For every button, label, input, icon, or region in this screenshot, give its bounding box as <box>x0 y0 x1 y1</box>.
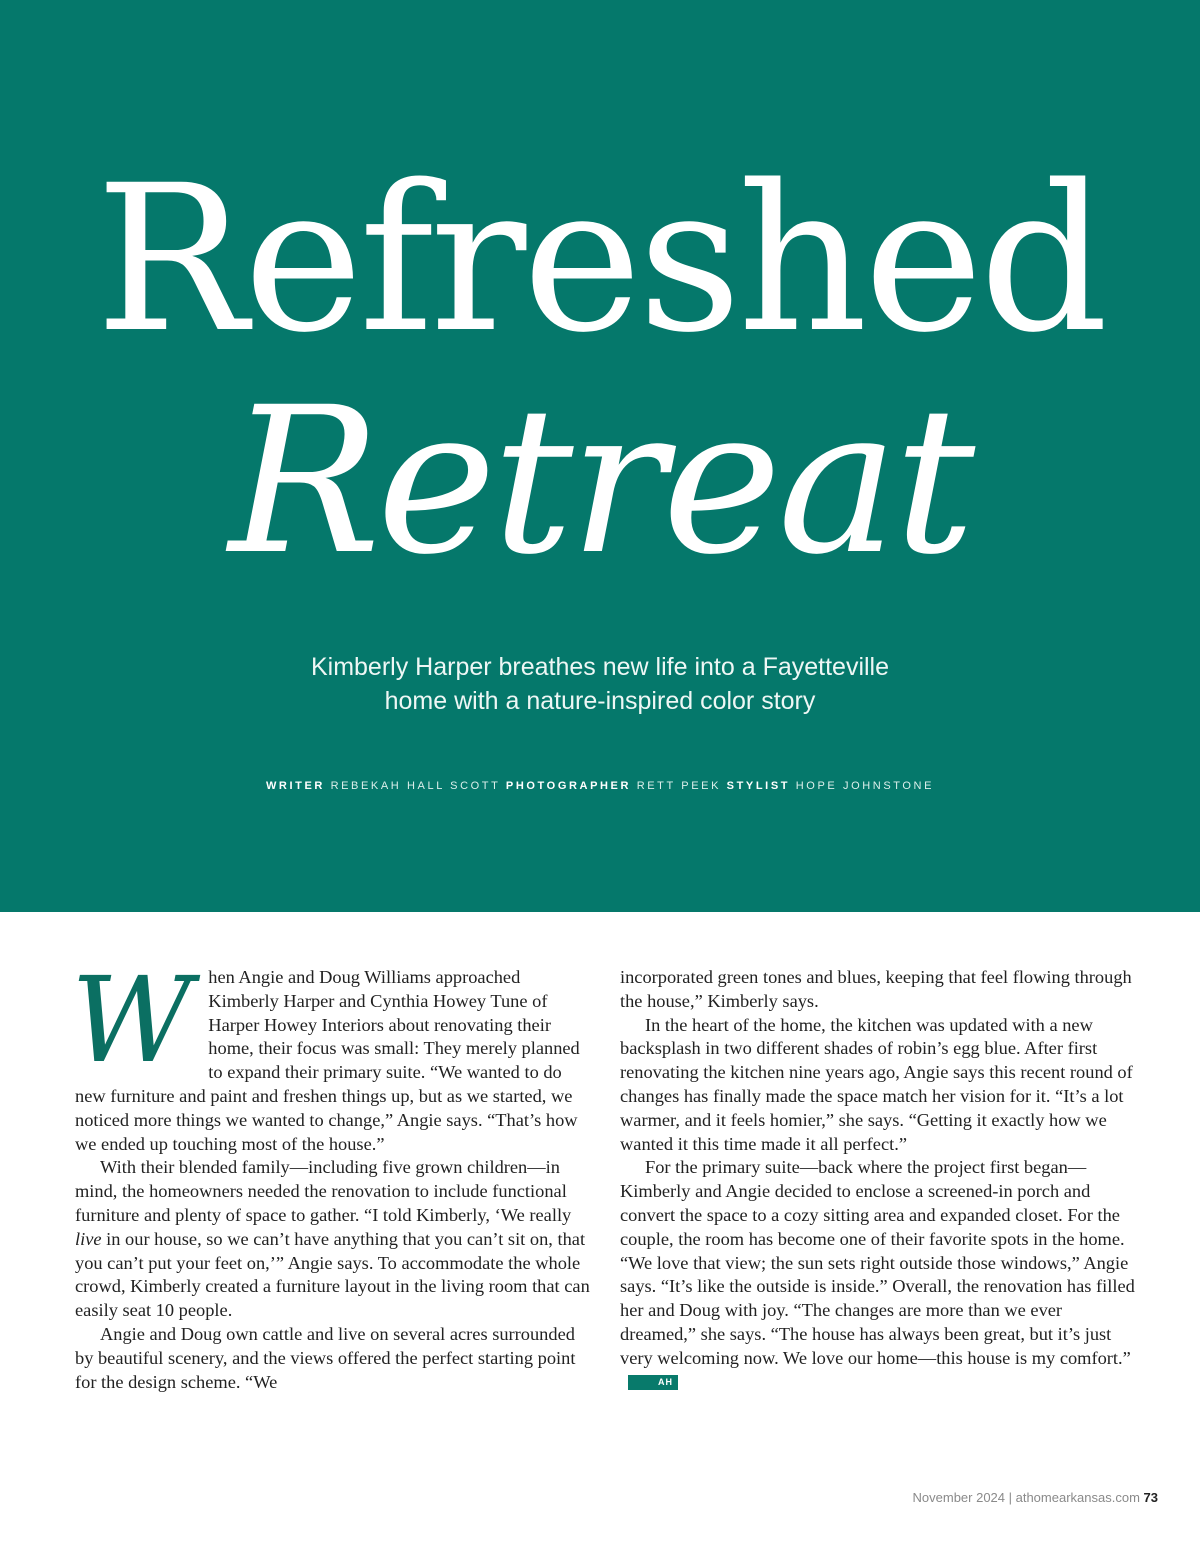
paragraph-2 <box>75 1156 590 1323</box>
dropcap: W <box>71 951 193 1089</box>
paragraph-5 <box>620 1156 1135 1394</box>
article-column-right <box>620 966 1135 1394</box>
title-line-1: Refreshed <box>95 141 1105 377</box>
title-line-2: Retreat <box>228 363 972 599</box>
stylist-label: STYLIST <box>726 780 791 792</box>
dek-line-1: Kimberly Harper breathes new life into a Fayetteville <box>310 653 890 681</box>
dek-line-2: home with a nature-inspired color story <box>384 687 816 715</box>
paragraph-3-continued: incorporated green tones and blues, keeping that feel flowing through the house,” Kimberly says. <box>620 967 1132 1011</box>
dek <box>200 650 1000 718</box>
paragraph-2-italic: live <box>75 1228 102 1249</box>
paragraph-1 <box>71 951 590 1156</box>
writer-name: REBEKAH HALL SCOTT <box>330 780 501 792</box>
photographer-label: PHOTOGRAPHER <box>505 780 632 792</box>
credits <box>0 780 1200 792</box>
writer-label: WRITER <box>265 780 325 792</box>
paragraph-2-text-a: With their blended family—including five grown children—in mind, the homeowners needed the renovation to include functional furniture and plenty of space to gather. “I told Kimberly, ‘We really <box>75 1157 572 1225</box>
paragraph-3: Angie and Doug own cattle and live on several acres surrounded by beautiful scenery, and the views offered the perfect starting point for the design scheme. “We <box>75 1323 576 1392</box>
footer-date-site: November 2024 | athomearkansas.com <box>912 1490 1140 1505</box>
stylist-name: HOPE JOHNSTONE <box>795 780 935 792</box>
page-footer <box>913 1490 1158 1505</box>
paragraph-4: In the heart of the home, the kitchen was updated with a new backsplash in two different shades of robin’s egg blue. After first renovating the kitchen nine years ago, Angie says this recent round of changes has finally made the space match her vision for it. “It’s a lot warmer, and it feels homier,” she says. “Getting it exactly how we wanted it this time made it all perfect.” <box>620 1014 1133 1154</box>
end-mark-badge: AH <box>628 1375 678 1390</box>
photographer-name: RETT PEEK <box>636 780 722 792</box>
paragraph-2-text-b: in our house, so we can’t have anything that you can’t sit on, that you can’t put your feet on,’” Angie says. To accommodate the whole crowd, Kimberly created a furniture layout in the living room that can easily seat 10 people. <box>75 1228 590 1321</box>
page-number: 73 <box>1143 1490 1158 1505</box>
paragraph-1-text: hen Angie and Doug Williams approached Kimberly Harper and Cynthia Howey Tune of Harper Howey Interiors about renovating their home, their focus was small: They merely planned to expand their primary suite. “We wanted to do new furniture and paint and freshen things up, but as we started, we noticed more things we wanted to change,” Angie says. “That’s how we ended up touching most of the house.” <box>75 967 580 1154</box>
article-column-left <box>71 951 590 1394</box>
paragraph-5-text: For the primary suite—back where the project first began—Kimberly and Angie decided to enclose a screened-in porch and convert the space to a cozy sitting area and expanded closet. For the couple, the room has become one of their favorite spots in the home. “We love that view; the sun sets right outside those windows,” Angie says. “It’s like the outside is inside.” Overall, the renovation has filled her and Doug with joy. “The changes are more than we ever dreamed,” she says. “The house has always been great, but it’s just very welcoming now. We love our home—this house is my comfort.” <box>620 1157 1135 1368</box>
